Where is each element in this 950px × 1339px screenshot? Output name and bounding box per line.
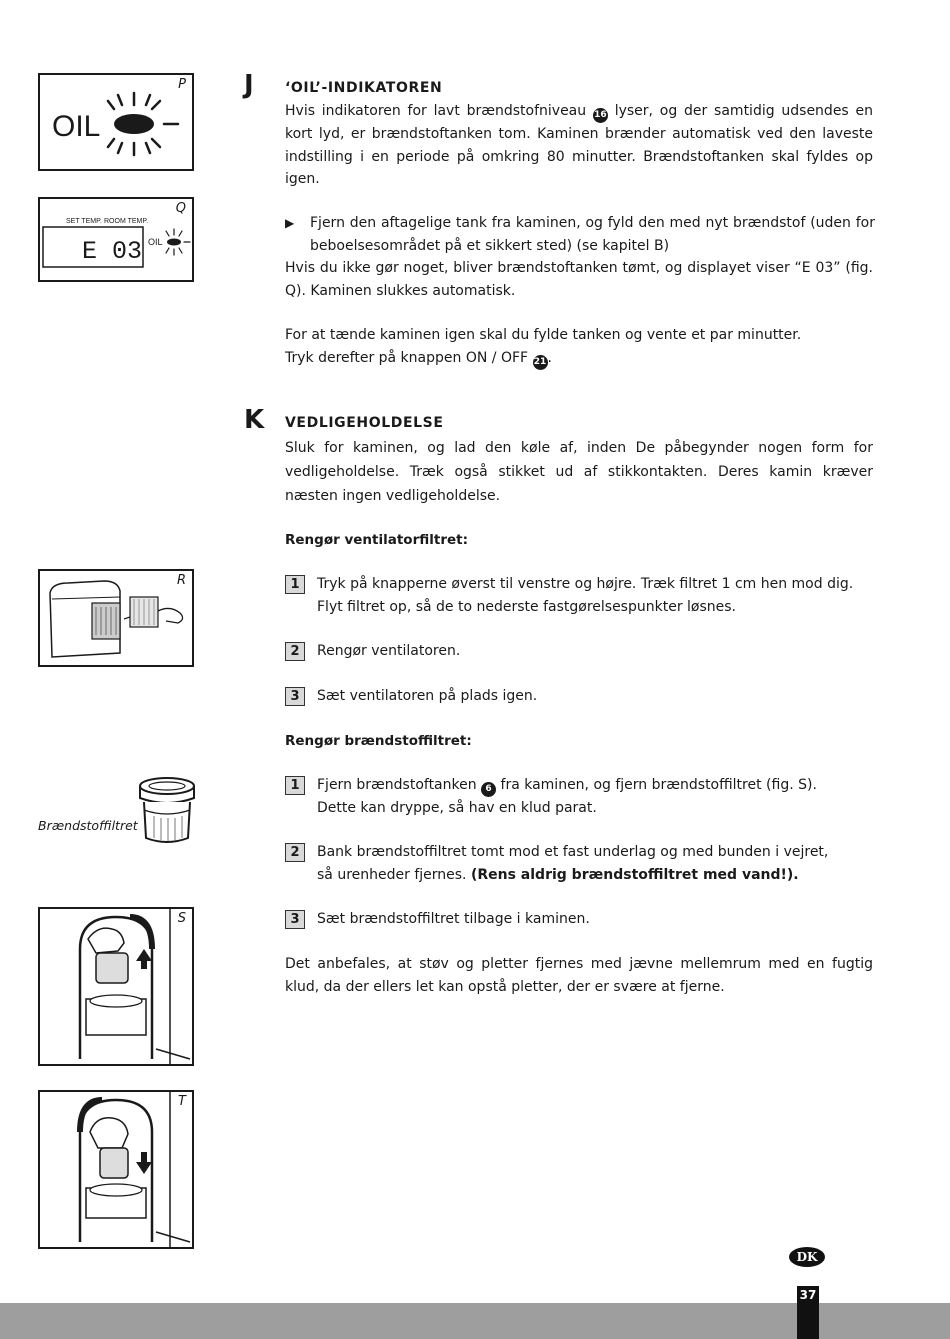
reference-number-badge: 16 bbox=[593, 108, 608, 123]
step-line: Bank brændstoffiltret tomt mod et fast underlag og med bunden i vejret, bbox=[317, 844, 829, 860]
fuel-filter-heading: Rengør brændstoffiltret: bbox=[285, 733, 472, 749]
section-k-intro: Sluk for kaminen, og lad den køle af, inden De påbegynder nogen form for vedligeholdelse. Træk også stikket ud af stikkontakten. Deres kamin kræver næsten ingen vedligeholdelse. bbox=[285, 440, 873, 504]
bullet-arrow-icon: ▶ bbox=[285, 216, 295, 230]
step-line: Tryk på knapperne øverst til venstre og højre. Træk filtret 1 cm hen mod dig. bbox=[317, 576, 854, 592]
insert-fuel-filter-illustration bbox=[40, 1092, 192, 1247]
hand-shape bbox=[158, 608, 183, 623]
figure-s bbox=[38, 907, 194, 1066]
step-line: så urenheder fjernes. bbox=[317, 866, 471, 883]
figure-q-letter: Q bbox=[175, 201, 186, 216]
section-k-heading: VEDLIGEHOLDELSE bbox=[285, 415, 444, 431]
step-line: Dette kan dryppe, så hav en klud parat. bbox=[317, 800, 597, 816]
section-j-paragraph-1 bbox=[285, 100, 873, 191]
figure-p-letter: P bbox=[178, 77, 186, 92]
section-j-paragraph-3 bbox=[285, 324, 873, 370]
step-number-box: 3 bbox=[285, 687, 305, 706]
fuel-filter-shape bbox=[100, 1148, 128, 1178]
paragraph-text: lyser, og der samtidig udsendes en kort lyd, er brændstoftanken tom. Kaminen brænder automatisk ved den laveste indstilling i en periode på omkring 80 minutter. Brændstoftanken skal fyldes op igen. bbox=[285, 103, 873, 187]
error-code-text: E 03 bbox=[82, 237, 143, 266]
step-text: Sæt brændstoffiltret tilbage i kaminen. bbox=[317, 911, 590, 927]
paragraph-text: Tryk derefter på knappen ON / OFF bbox=[285, 349, 533, 366]
step-number-box: 2 bbox=[285, 843, 305, 862]
section-j-heading: ‘OIL’-INDIKATOREN bbox=[285, 80, 443, 96]
paragraph-text: For at tænde kaminen igen skal du fylde tanken og vente et par minutter. bbox=[285, 327, 802, 343]
reference-number-badge: 21 bbox=[533, 355, 548, 370]
section-k-closing: Det anbefales, at støv og pletter fjernes med jævne mellemrum med en fugtig klud, da der ellers let kan opstå pletter, der er svære at fjerne. bbox=[285, 956, 873, 995]
figure-r bbox=[38, 569, 194, 667]
oil-indicator-illustration bbox=[40, 75, 192, 169]
section-j-paragraph-2: Hvis du ikke gør noget, bliver brændstoftanken tømt, og displayet viser “E 03” (fig. Q). Kaminen slukkes automatisk. bbox=[285, 260, 873, 299]
oil-lamp-small-icon bbox=[167, 239, 181, 246]
step-number-box: 1 bbox=[285, 776, 305, 795]
warning-text: (Rens aldrig brændstoffiltret med vand!). bbox=[470, 866, 799, 883]
figure-t-letter: T bbox=[178, 1094, 186, 1109]
step-text bbox=[317, 774, 877, 820]
error-display-illustration bbox=[40, 199, 192, 280]
step-line: fra kaminen, og fjern brændstoffiltret (fig. S). bbox=[496, 777, 817, 793]
fuel-filter-illustration bbox=[136, 776, 198, 846]
set-temp-label: SET TEMP. bbox=[66, 218, 102, 225]
figure-t bbox=[38, 1090, 194, 1249]
fan-filter-heading: Rengør ventilatorfiltret: bbox=[285, 532, 468, 548]
oil-lamp-icon bbox=[114, 114, 154, 134]
figure-p bbox=[38, 73, 194, 171]
step-number-box: 1 bbox=[285, 575, 305, 594]
oil-label: OIL bbox=[52, 110, 101, 143]
figure-s-letter: S bbox=[177, 911, 186, 926]
figure-r-letter: R bbox=[176, 573, 186, 588]
step-number-box: 3 bbox=[285, 910, 305, 929]
bullet-item bbox=[285, 212, 875, 257]
paragraph-text: Hvis indikatoren for lavt brændstofniveau bbox=[285, 103, 593, 119]
step-text: Sæt ventilatoren på plads igen. bbox=[317, 688, 538, 704]
fan-filter-illustration bbox=[40, 571, 192, 665]
reference-number-badge: 6 bbox=[481, 782, 496, 797]
room-temp-label: ROOM TEMP. bbox=[104, 218, 149, 225]
oil-label-small: OIL bbox=[148, 237, 163, 247]
section-k-letter: K bbox=[244, 405, 265, 435]
fuel-filter-caption: Brændstoffiltret bbox=[38, 818, 138, 833]
step-line: Flyt filtret op, så de to nederste fastgørelsespunkter løsnes. bbox=[317, 598, 737, 615]
step-line: Fjern brændstoftanken bbox=[317, 777, 482, 793]
bullet-text: Fjern den aftagelige tank fra kaminen, og fyld den med nyt brændstof (uden for beboelsesområdet på et sikkert sted) (se kapitel B) bbox=[310, 215, 875, 254]
section-j-letter: J bbox=[244, 70, 254, 100]
figure-q bbox=[38, 197, 194, 282]
paragraph-text: . bbox=[547, 349, 552, 366]
remove-fuel-filter-illustration bbox=[40, 909, 192, 1064]
step-text bbox=[317, 573, 877, 618]
fuel-filter-shape bbox=[96, 953, 128, 983]
page-number: 37 bbox=[797, 1286, 819, 1339]
step-number-box: 2 bbox=[285, 642, 305, 661]
step-text bbox=[317, 841, 877, 886]
step-text: Rengør ventilatoren. bbox=[317, 643, 461, 659]
hand-shape bbox=[90, 1118, 128, 1148]
language-badge: DK bbox=[789, 1247, 825, 1267]
